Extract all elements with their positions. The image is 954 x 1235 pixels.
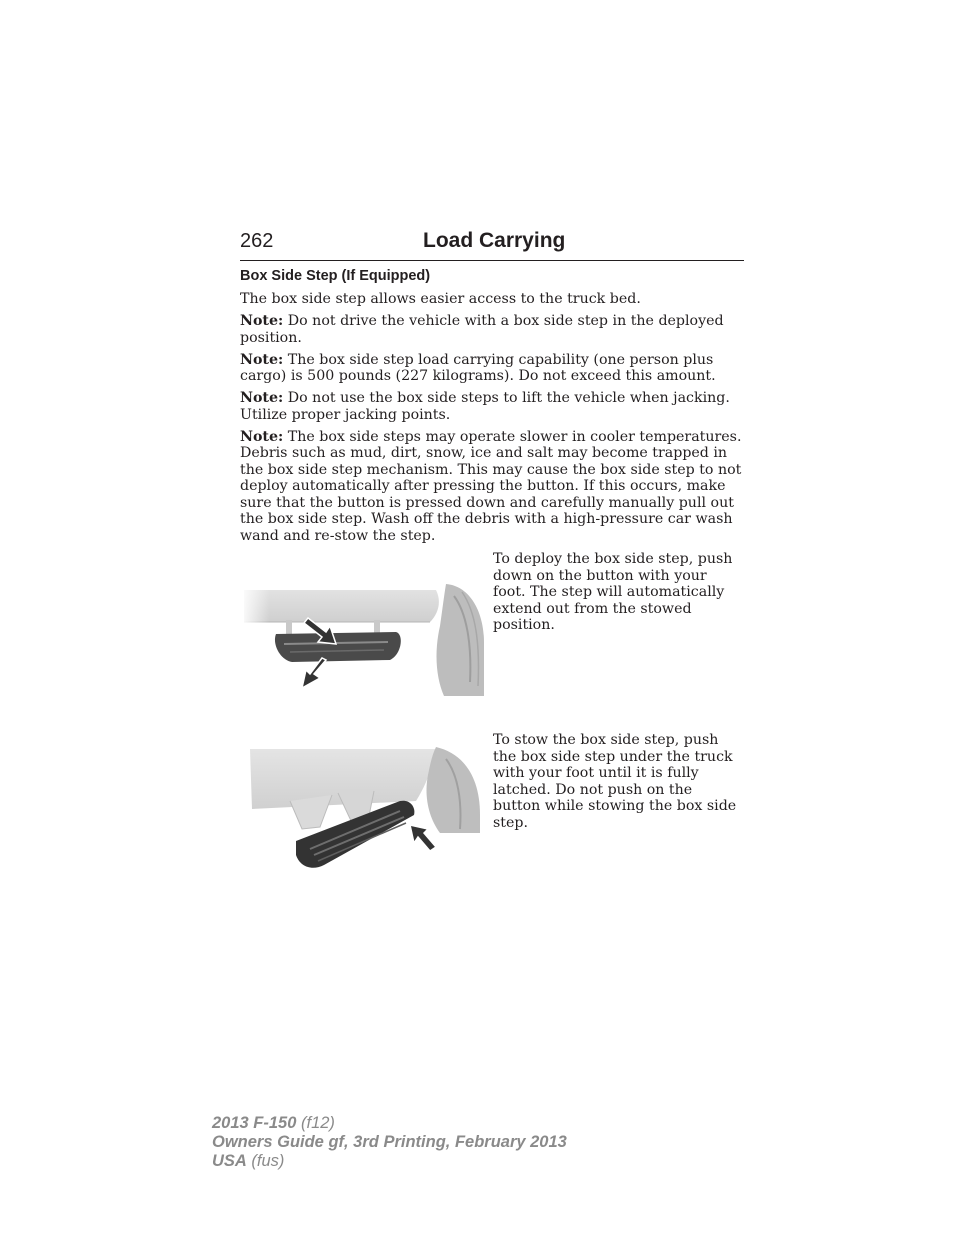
document-footer <box>212 1114 567 1171</box>
stow-instructions: To stow the box side step, push the box side step under the truck with your foot until it is fully latched. Do not push on the button while stowing the box side step. <box>493 732 737 831</box>
note-paragraph: Note: The box side step load carrying capability (one person plus cargo) is 500 pounds (227 kilograms). Do not exceed this amount. <box>240 351 716 384</box>
stow-step-drawing <box>240 745 480 875</box>
note-label: Note: <box>240 313 284 329</box>
note-label: Note: <box>240 428 284 445</box>
deploy-instructions: To deploy the box side step, push down on the button with your foot. The step will automatically extend out from the stowed position. <box>493 551 733 633</box>
note-label: Note: <box>240 351 284 368</box>
footer-model-line: 2013 F-150 (f12) <box>212 1114 335 1132</box>
chapter-title: Load Carrying <box>423 229 566 252</box>
page-number: 262 <box>240 230 274 252</box>
footer-market-line: USA (fus) <box>212 1152 285 1170</box>
intro-paragraph: The box side step allows easier access to the truck bed. <box>240 291 641 307</box>
note-label: Note: <box>240 390 284 406</box>
stow-step-illustration <box>240 745 480 875</box>
body-text <box>240 291 750 550</box>
page-header <box>240 228 744 261</box>
note-paragraph: Note: Do not use the box side steps to lift the vehicle when jacking. Utilize proper jacking points. <box>240 390 730 423</box>
deploy-step-drawing <box>240 582 484 696</box>
note-paragraph: Note: The box side steps may operate slower in cooler temperatures. Debris such as mud, dirt, snow, ice and salt may become trapped in the box side step mechanism. This may cause the box side step to not deploy automatically after pressing the button. If this occurs, make sure that the button is pressed down and carefully manually pull out the box side step. Wash off the debris with a high-pressure car wash wand and re-stow the step. <box>240 428 742 544</box>
footer-edition-line: Owners Guide gf, 3rd Printing, February 2013 <box>212 1133 567 1151</box>
note-paragraph: Note: Do not drive the vehicle with a box side step in the deployed position. <box>240 313 724 346</box>
section-title: Box Side Step (If Equipped) <box>240 268 431 284</box>
deploy-step-illustration <box>240 582 484 696</box>
